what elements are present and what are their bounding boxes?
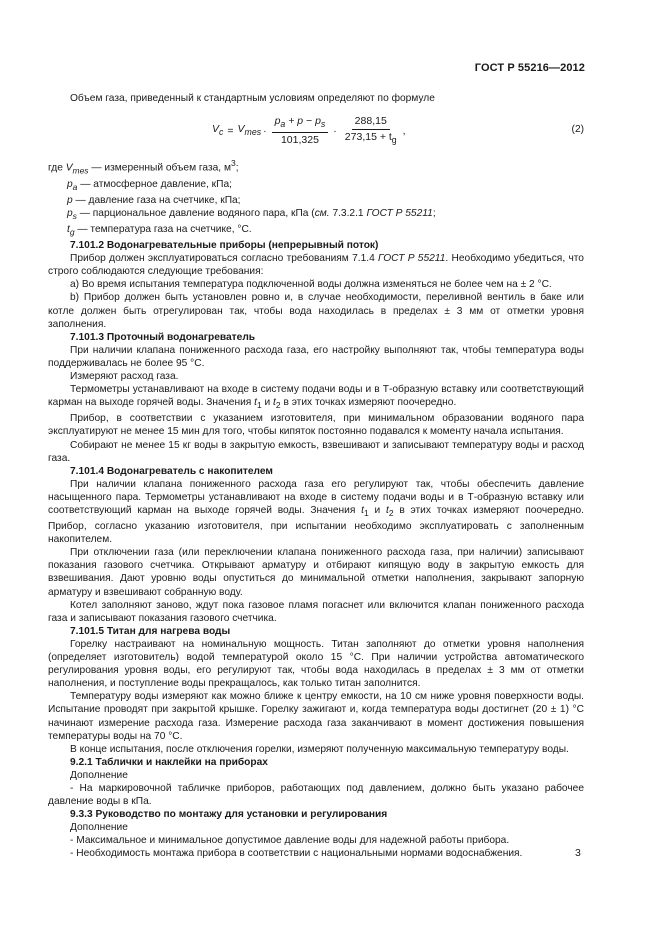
fraction-denominator: $273,15 + t_g$ [344,131,397,146]
section-heading: 7.101.3 Проточный водонагреватель [70,331,256,343]
formula-fraction-temperature [342,115,400,147]
paragraph: Температуру воды измеряют как можно ближе к центру емкости, на 10 см ниже уровня поверхности воды. Испытание проводят при закрытой крышке. Горелку зажигают и, когда температура воды достигнет (20 ± 1) °С начинают измерение расхода газа. Измерение расхода газа заканчивают в момент достижения повышения температуры воды на 70 °С. [48,691,584,742]
formula-equals: = [227,124,234,137]
formula [212,115,406,147]
definition-p: p — давление газа на счетчике, кПа; [67,194,241,206]
formula-dot: · [263,124,267,137]
document-header: ГОСТ Р 55216—2012 [474,62,585,74]
section-heading: 9.2.1 Таблички и наклейки на приборах [70,756,268,768]
equation-number: (2) [571,124,584,136]
paragraph: Термометры устанавливают на входе в систему подачи воды и в Т-образную вставку или соответствующий карман на выходе горячей воды. Значения $t_1$ и $t_2$ в этих точках измеряют поочередно. [48,384,584,411]
definition-ps: $p_s$ — парциональное давление водяного пара, кПа (см. 7.3.2.1 ГОСТ Р 55211; [67,207,436,221]
formula-fraction-pressure [272,115,329,147]
paragraph: Прибор должен эксплуатироваться согласно требованиям 7.1.4 ГОСТ Р 55211. Необходимо убедиться, что строго соблюдаются следующие требования: [48,253,584,278]
paragraph: При наличии клапана пониженного расхода газа, его настройку выполняют так, чтобы температура воды поддерживалась не более 95 °С. [48,344,584,369]
formula-intro: Объем газа, приведенный к стандартным условиям определяют по формуле [70,93,435,104]
section-heading: 9.3.3 Руководство по монтажу для установки и регулирования [70,809,388,821]
paragraph: Горелку настраивают на номинальную мощность. Титан заполняют до отметки уровня наполнения (определяет изготовитель) водой температурой около 15 °С. При наличии устройства автоматического регулирования уровня воды, его регулируют так, чтобы вода находилась в пределах ± 3 мм от отметки наполнения, и поступление воды прекращалось, как только титан заполнится. [48,638,584,690]
fraction-numerator: 288,15 [352,115,390,130]
paragraph: При наличии клапана пониженного расхода газа его регулируют так, чтобы обеспечить давление насыщенного пара. Термометры устанавливают на входе в систему подачи воды и в Т-образную вставку или соответствующий карман на выходе горячей воды. Значения $t_1$ и $t_2$ в этих точках измеряют поочередно. Прибор, согласно указанию изготовителя, при испытании необходимо эксплуатировать с заполненным накопителем. [48,478,584,546]
paragraph: - Максимальное и минимальное допустимое давление воды для надежной работы прибора. [70,835,510,847]
definition-tg: $t_g$ — температура газа на счетчике, °С. [67,223,252,237]
paragraph: В конце испытания, после отключения горелки, измеряют полученную максимальную температуру воды. [70,743,569,755]
paragraph: - Необходимость монтажа прибора в соответствии с национальными нормами водоснабжения. [70,848,523,860]
paragraph: Прибор, в соответствии с указанием изготовителя, при минимальном образовании водяного пара эксплуатируют не менее 15 мин для того, чтобы кипяток постоянно подавался к моменту начала испытания. [48,413,584,438]
page-number: 3 [575,847,581,859]
paragraph: - На маркировочной табличке приборов, работающих под давлением, должно быть указано рабочее давление воды в кПа. [48,782,584,808]
formula-comma: , [402,124,406,137]
paragraph: При отключении газа (или переключении клапана пониженного расхода газа, при наличии) записывают показания газового счетчика. Открывают арматуру и отбирают кипящую воду в закрытую емкость для взвешивания. Дают уровню воды опуститься до минимальной отметки наполнения, закрывают запорную арматуру и взвешивают собранную воду. [48,547,584,598]
formula-block [48,113,584,155]
paragraph: Собирают не менее 15 кг воды в закрытую емкость, взвешивают и записывают температуру воды и расход газа. [48,439,584,464]
paragraph: Дополнение [70,822,128,834]
section-heading: 7.101.2 Водонагревательные приборы (непрерывный поток) [70,240,379,252]
formula-dot: · [333,124,337,137]
formula-lhs: $V_c$ [212,123,224,138]
fraction-denominator: 101,325 [280,134,319,147]
paragraph: Измеряют расход газа. [70,371,179,383]
fraction-numerator: $p_a + p - p_s$ [272,115,329,133]
section-heading: 7.101.4 Водонагреватель с накопителем [70,465,273,477]
formula-vmes: $V_{mes}$ [237,123,262,138]
definition-pa: $p_a$ — атмосферное давление, кПа; [67,178,232,192]
paragraph: a) Во время испытания температура подключенной воды должна изменяться не более чем на ± 2 °С. [70,279,552,291]
definition-vmes: где $V_{mes}$ — измеренный объем газа, $м^3$; [48,158,239,176]
paragraph: Дополнение [70,769,128,781]
page-content [48,92,584,861]
paragraph: Котел заполняют заново, ждут пока газовое пламя погаснет или включится клапан пониженного расхода газа и записывают показания газового счетчика. [48,599,584,624]
section-heading: 7.101.5 Титан для нагрева воды [70,625,231,637]
paragraph: b) Прибор должен быть установлен ровно и, в случае необходимости, переливной вентиль в баке или котле должен быть отрегулирован так, чтобы вода находилась в пределах ± 3 мм от отметки уровня заполнения. [48,292,584,330]
